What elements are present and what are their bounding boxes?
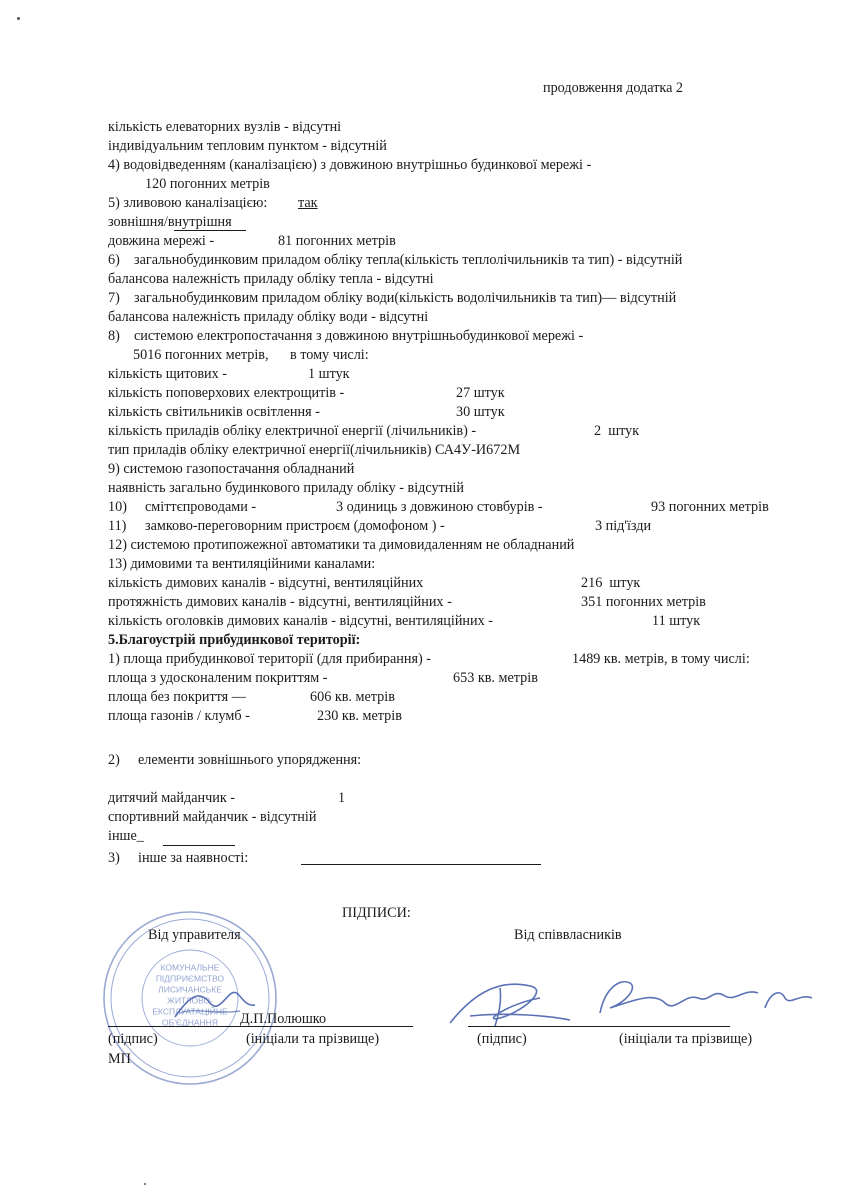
item-11-value: 3 під'їзди — [595, 518, 652, 534]
other-underline — [163, 845, 235, 846]
coowners-signature — [440, 968, 820, 1038]
item-3-number: 3) — [108, 850, 120, 866]
item-10-length: 93 погонних метрів — [651, 499, 769, 515]
item-7-balance: балансова належність приладу обліку води - відсутні — [108, 309, 429, 325]
item-8-number: 8) — [108, 328, 120, 344]
item-8-including: в тому числі: — [290, 347, 369, 363]
stamp-place-mark: МП — [108, 1051, 131, 1067]
coowners-heading: Від співвласників — [514, 927, 622, 943]
item-7-number: 7) — [108, 290, 120, 306]
manager-name-caption: (ініціали та прізвище) — [246, 1031, 380, 1047]
meters-value: 2 штук — [594, 423, 640, 439]
smoke-count-label: кількість димових каналів - відсутні, вентиляційних — [108, 575, 424, 591]
panels-value: 1 штук — [308, 366, 350, 382]
item-6-number: 6) — [108, 252, 120, 268]
manager-signature-line — [108, 1026, 413, 1027]
item-3-text: інше за наявності: — [138, 850, 249, 866]
network-length-label: довжина мережі - — [108, 233, 215, 249]
scan-speck — [17, 17, 20, 20]
item-6-balance: балансова належність приладу обліку тепла - відсутні — [108, 271, 434, 287]
item-11-label: замково-переговорним пристроєм (домофоном ) - — [145, 518, 445, 534]
item-10-label: сміттєпроводами - — [145, 499, 257, 515]
item-12-line: 12) системою протипожежної автоматики та димовидаленням не обладнаний — [108, 537, 575, 553]
storm-sewer-label: 5) зливовою каналізацією: — [108, 195, 268, 211]
network-length-value: 81 погонних метрів — [278, 233, 396, 249]
heads-value: 11 штук — [652, 613, 701, 629]
section-5-heading: 5.Благоустрій прибудинкової території: — [108, 632, 361, 648]
item-6-text: загальнобудинковим приладом обліку тепла(кількість теплолічильників та тип) - відсутній — [134, 252, 683, 268]
area-value: 1489 кв. метрів, в тому числі: — [572, 651, 750, 667]
uncovered-area-value: 606 кв. метрів — [310, 689, 395, 705]
smoke-count-value: 216 штук — [581, 575, 641, 591]
panels-label: кількість щитових - — [108, 366, 228, 382]
storm-sewer-value: так — [298, 195, 318, 211]
scan-speck — [144, 1183, 146, 1185]
item-8-length: 5016 погонних метрів, — [133, 347, 269, 363]
meters-label: кількість приладів обліку електричної енергії (лічильників) - — [108, 423, 477, 439]
floor-shields-label: кількість поповерхових електрощитів - — [108, 385, 345, 401]
lawns-area-label: площа газонів / клумб - — [108, 708, 250, 724]
coowners-name-caption: (ініціали та прізвище) — [619, 1031, 753, 1047]
stamp-text-line: ПІДПРИЄМСТВО — [155, 973, 225, 984]
coowners-sign-caption: (підпис) — [477, 1031, 527, 1047]
smoke-length-label: протяжність димових каналів - відсутні, вентиляційних - — [108, 594, 452, 610]
improved-area-label: площа з удосконаленим покриттям - — [108, 670, 328, 686]
meter-type: тип приладів обліку електричної енергії(лічильників) СА4У-И672М — [108, 442, 521, 458]
uncovered-area-label: площа без покриття — — [108, 689, 246, 705]
floor-shields-value: 27 штук — [456, 385, 505, 401]
sewer-line: 4) водовідведенням (каналізацією) з довжиною внутрішньо будинкової мережі - — [108, 157, 592, 173]
area-label: 1) площа прибудинкової території (для прибирання) - — [108, 651, 432, 667]
internal-underline — [174, 230, 246, 231]
sewer-length: 120 погонних метрів — [145, 176, 270, 192]
item-8-text: системою електропостачання з довжиною внутрішньобудинкової мережі - — [134, 328, 584, 344]
lawns-area-value: 230 кв. метрів — [317, 708, 402, 724]
external-internal — [108, 214, 232, 231]
improved-area-value: 653 кв. метрів — [453, 670, 538, 686]
elevator-nodes-line: кількість елеваторних вузлів - відсутні — [108, 119, 342, 135]
stamp-text-line: ЖИТЛОВО- — [167, 995, 213, 1006]
manager-heading: Від управителя — [148, 927, 241, 943]
heat-point-line: індивідуальним тепловим пунктом - відсутній — [108, 138, 387, 154]
item-2-number: 2) — [108, 752, 120, 768]
signatures-title: ПІДПИСИ: — [342, 905, 411, 921]
item-11-number: 11) — [108, 518, 127, 534]
item-3-underline — [301, 864, 541, 865]
item-2-text: елементи зовнішнього упорядження: — [138, 752, 362, 768]
stamp-text-line: ЛИСИЧАНСЬКЕ — [158, 984, 222, 995]
stamp-text-line: ОБ'ЄДНАННЯ — [162, 1017, 218, 1028]
lamps-value: 30 штук — [456, 404, 505, 420]
sports-ground-line: спортивний майданчик - відсутній — [108, 809, 317, 825]
lamps-label: кількість світильників освітлення - — [108, 404, 320, 420]
smoke-length-value: 351 погонних метрів — [581, 594, 706, 610]
item-7-text: загальнобудинковим приладом обліку води(кількість водолічильників та тип)— відсутній — [134, 290, 677, 306]
continuation-note: продовження додатка 2 — [543, 80, 684, 96]
heads-label: кількість оголовків димових каналів - відсутні, вентиляційних - — [108, 613, 493, 629]
item-10-number: 10) — [108, 499, 127, 515]
external-internal-text: зовнішня/внутрішня — [108, 214, 232, 230]
other-line: інше_ — [108, 828, 144, 844]
gas-line: 9) системою газопостачання обладнаний — [108, 461, 355, 477]
item-13-line: 13) димовими та вентиляційними каналами: — [108, 556, 376, 572]
playground-label: дитячий майданчик - — [108, 790, 235, 806]
playground-value: 1 — [338, 790, 346, 806]
coowners-signature-line — [468, 1026, 730, 1027]
manager-sign-caption: (підпис) — [108, 1031, 158, 1047]
manager-name: Д.П.Полюшко — [240, 1011, 327, 1027]
stamp-text-line: КОМУНАЛЬНЕ — [160, 962, 220, 973]
stamp-text-line: ЕКСПЛУАТАЦІЙНЕ — [152, 1006, 228, 1017]
gas-meter-line: наявність загально будинкового приладу обліку - відсутній — [108, 480, 464, 496]
item-10-units: 3 одиниць з довжиною стовбурів - — [336, 499, 543, 515]
